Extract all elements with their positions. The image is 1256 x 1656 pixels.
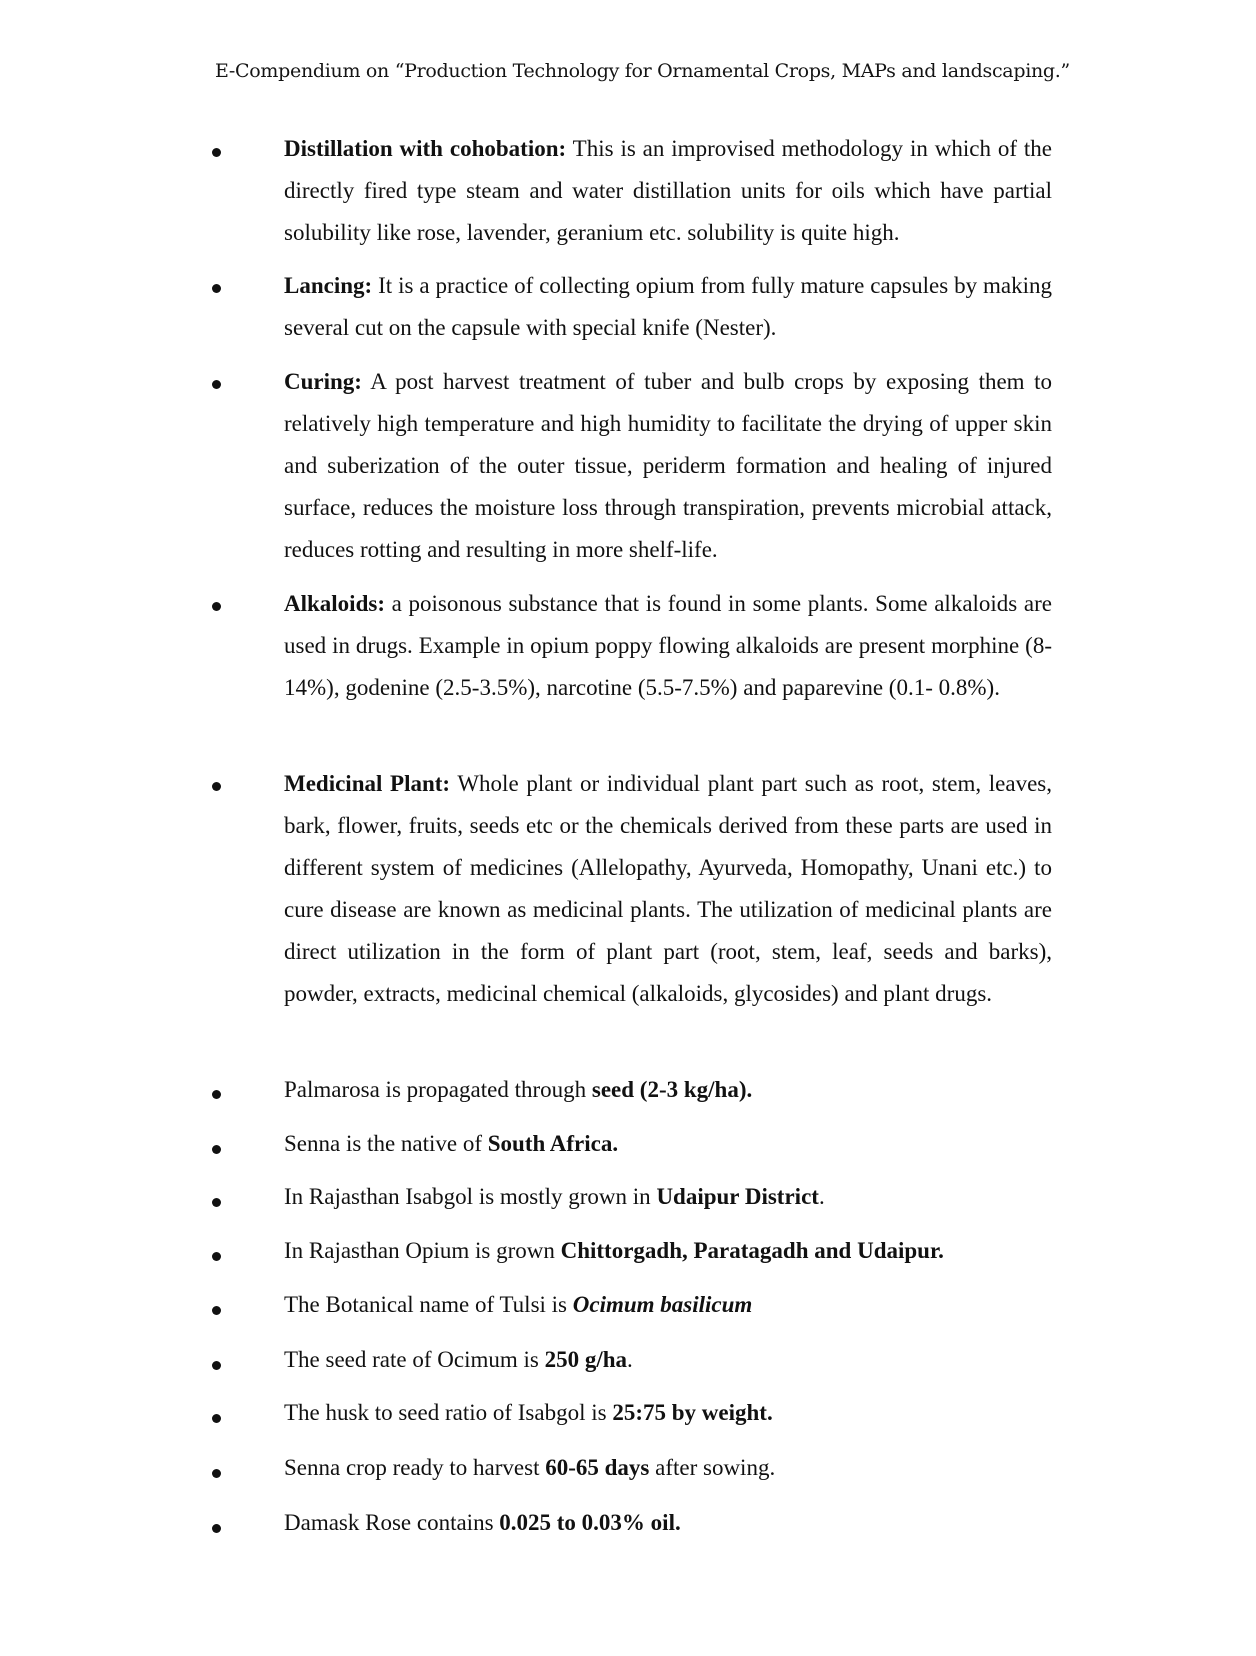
definition: a poisonous substance that is found in some plants. Some alkaloids are used in drugs. Example in opium poppy flowing alkaloids are present morphine (8-14%), godenine (2.5-3.5%), narcotine (5.5-7.5%) and paparevine (0.1- 0.8%).: [284, 591, 1052, 700]
key-fact: 250 g/ha: [544, 1347, 628, 1372]
bullet-icon: [212, 1090, 221, 1099]
bullet-icon: [212, 380, 221, 389]
key-fact: 0.025 to 0.03% oil.: [499, 1510, 681, 1535]
list-item-text: [284, 763, 1052, 1015]
list-item-text: Palmarosa is propagated through seed (2-3 kg/ha).: [284, 1077, 753, 1102]
key-fact: seed (2-3 kg/ha).: [591, 1077, 753, 1102]
bullet-icon: [212, 1145, 221, 1154]
list-item-text: The seed rate of Ocimum is 250 g/ha.: [284, 1347, 633, 1372]
page-header: E-Compendium on “Production Technology for Ornamental Crops, MAPs and landscaping.”: [215, 60, 1070, 82]
list-item-text: Damask Rose contains 0.025 to 0.03% oil.: [284, 1510, 681, 1535]
key-fact: Chittorgadh, Paratagadh and Udaipur.: [560, 1238, 944, 1263]
key-fact: Udaipur District: [656, 1184, 819, 1209]
list-item-text: Senna crop ready to harvest 60-65 days after sowing.: [284, 1455, 776, 1480]
list-item-text: In Rajasthan Isabgol is mostly grown in Udaipur District.: [284, 1184, 825, 1209]
bullet-icon: [212, 1198, 221, 1207]
bullet-icon: [212, 1252, 221, 1261]
list-item-text: [284, 128, 1052, 254]
bullet-icon: [212, 1306, 221, 1315]
bullet-icon: [212, 782, 221, 791]
term: Lancing:: [284, 273, 373, 298]
list-item-text: [284, 265, 1052, 349]
key-fact: South Africa.: [487, 1131, 619, 1156]
list-item-text: [284, 361, 1052, 571]
term: Distillation with cohobation:: [284, 136, 567, 161]
bullet-icon: [212, 602, 221, 611]
list-item-text: [284, 583, 1052, 709]
list-item-text: In Rajasthan Opium is grown Chittorgadh, Paratagadh and Udaipur.: [284, 1238, 944, 1263]
definition: A post harvest treatment of tuber and bulb crops by exposing them to relatively high temperature and high humidity to facilitate the drying of upper skin and suberization of the outer tissue, periderm formation and healing of injured surface, reduces the moisture loss through transpiration, prevents microbial attack, reduces rotting and resulting in more shelf-life.: [284, 369, 1052, 562]
definition: Whole plant or individual plant part such as root, stem, leaves, bark, flower, fruits, seeds etc or the chemicals derived from these parts are used in different system of medicines (Allelopathy, Ayurveda, Homopathy, Unani etc.) to cure disease are known as medicinal plants. The utilization of medicinal plants are direct utilization in the form of plant part (root, stem, leaf, seeds and barks), powder, extracts, medicinal chemical (alkaloids, glycosides) and plant drugs.: [284, 771, 1052, 1006]
list-item-text: The husk to seed ratio of Isabgol is 25:75 by weight.: [284, 1400, 773, 1425]
botanical-name: Ocimum basilicum: [572, 1292, 753, 1317]
term: Alkaloids:: [284, 591, 385, 616]
key-fact: 60-65 days: [545, 1455, 650, 1480]
bullet-icon: [212, 284, 221, 293]
list-item-text: Senna is the native of South Africa.: [284, 1131, 619, 1156]
definition: It is a practice of collecting opium from fully mature capsules by making several cut on the capsule with special knife (Nester).: [284, 273, 1052, 340]
list-item-text: The Botanical name of Tulsi is Ocimum basilicum: [284, 1292, 753, 1317]
bullet-icon: [212, 1469, 221, 1478]
key-fact: 25:75 by weight.: [612, 1400, 773, 1425]
bullet-icon: [212, 1524, 221, 1533]
bullet-icon: [212, 1361, 221, 1370]
bullet-icon: [212, 148, 221, 157]
bullet-icon: [212, 1414, 221, 1423]
term: Curing:: [284, 369, 362, 394]
term: Medicinal Plant:: [284, 771, 451, 796]
definition: This is an improvised methodology in which of the directly fired type steam and water distillation units for oils which have partial solubility like rose, lavender, geranium etc. solubility is quite high.: [284, 136, 1052, 245]
